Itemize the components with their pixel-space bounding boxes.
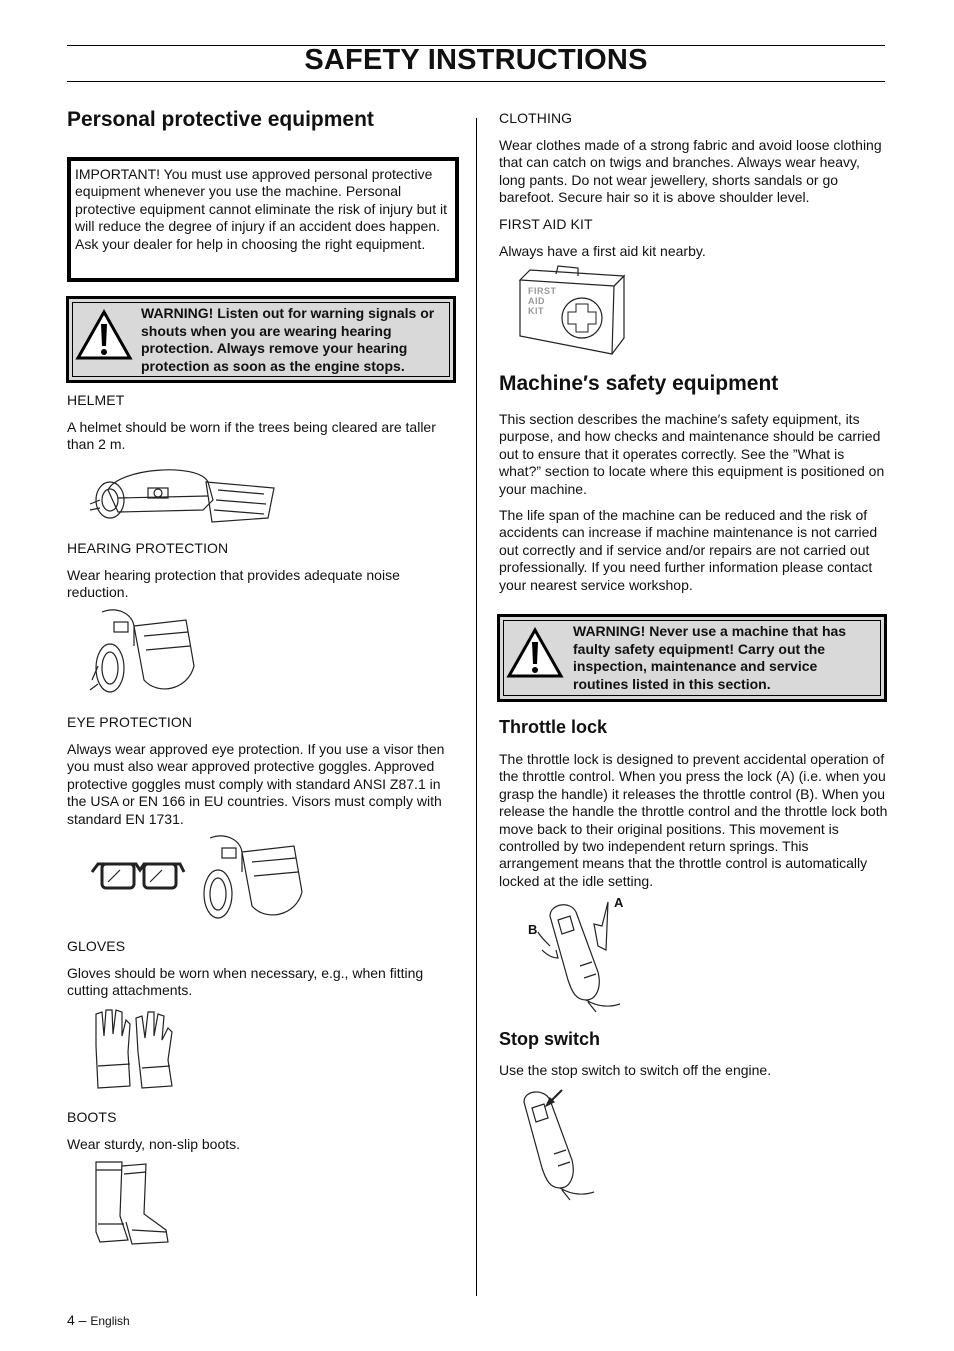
section-heading-throttle-lock: Throttle lock (499, 717, 608, 737)
label-first-aid: FIRST AID KIT (499, 216, 593, 232)
warning-text-hearing: WARNING! Listen out for warning signals or shouts when you are wearing hearing protection. Always remove your hearing protection as soon as the engine stops. (141, 305, 435, 374)
label-clothing: CLOTHING (499, 110, 573, 126)
text-boots: Wear sturdy, non-slip boots. (67, 1136, 241, 1152)
text-gloves: Gloves should be worn when necessary, e.g., when fitting cutting attachments. (67, 965, 424, 999)
section-heading-stop-switch: Stop switch (499, 1029, 601, 1049)
helmet-icon (88, 460, 280, 526)
text-machine-intro: This section describes the machine′s safety equipment, its purpose, and how checks and maintenance should be carried out to ensure that it operates correctly. See the ”What is what?” section to locate where this equipment is positioned on your machine. (499, 411, 885, 497)
page-footer (67, 1312, 130, 1328)
label-gloves: GLOVES (67, 938, 126, 954)
text-first-aid: Always have a first aid kit nearby. (499, 243, 706, 259)
text-throttle-lock: The throttle lock is designed to prevent accidental operation of the throttle control. When you press the lock (A) (i.e. when you grasp the handle) it releases the throttle control (B). When you release the handle the throttle control and the throttle lock both move back to their original positions. This movement is controlled by two independent return springs. This arrangement means that the throttle control is automatically locked at the idle setting. (499, 751, 888, 889)
text-clothing: Wear clothes made of a strong fabric and avoid loose clothing that can catch on twigs and branches. Always wear heavy, long pants. Do not wear jewellery, shorts sandals or go barefoot. Secure hair so it is above shoulder level. (499, 137, 882, 206)
footer-language: English (90, 1314, 130, 1328)
label-boots: BOOTS (67, 1109, 117, 1125)
warning-triangle-icon (75, 309, 133, 361)
section-heading-ppe: Personal protective equipment (67, 108, 374, 131)
text-machine-maintenance: The life span of the machine can be reduced and the risk of accidents can increase if machine maintenance is not carried out correctly and if service and/or repairs are not carried out professionally. If you need further information please contact your nearest service workshop. (499, 507, 878, 593)
label-eye: EYE PROTECTION (67, 714, 193, 730)
throttle-handle-icon (536, 896, 636, 1014)
label-hearing: HEARING PROTECTION (67, 540, 229, 556)
header-bottom-rule (67, 81, 885, 82)
warning-text-faulty-equipment: WARNING! Never use a machine that has faulty safety equipment! Carry out the inspection, maintenance and service routines listed in this section. (573, 623, 847, 692)
column-divider (476, 118, 477, 1296)
important-notice (67, 157, 459, 282)
text-stop-switch: Use the stop switch to switch off the engine. (499, 1062, 772, 1078)
warning-box-faulty-equipment (497, 614, 887, 702)
warning-triangle-icon (506, 627, 564, 679)
important-notice-text: IMPORTANT! You must use approved personal protective equipment whenever you use the machine. Personal protective equipment cannot eliminate the risk of injury but it will reduce the degree of injury if an accident does happen. Ask your dealer for help in choosing the right equipment. (75, 166, 447, 252)
hearing-protection-icon (88, 606, 198, 696)
callout-a: A (614, 895, 624, 910)
visor-icon (196, 832, 306, 922)
boots-icon (92, 1160, 172, 1248)
text-eye: Always wear approved eye protection. If you use a visor then you must also wear approved protective goggles. Approved protective goggles must comply with standard ANSI Z87.1 in the USA or EN 166 in EU countries. Visors must comply with standard EN 1731. (67, 741, 445, 827)
page-title: SAFETY INSTRUCTIONS (304, 44, 648, 76)
text-hearing: Wear hearing protection that provides adequate noise reduction. (67, 567, 400, 601)
stop-switch-handle-icon (516, 1086, 616, 1204)
gloves-icon (88, 1006, 176, 1090)
section-heading-machine: Machine′s safety equipment (499, 372, 779, 395)
page-number: 4 – (67, 1312, 87, 1328)
callout-b: B (528, 922, 538, 937)
warning-box-hearing (66, 296, 456, 383)
label-helmet: HELMET (67, 392, 125, 408)
goggles-icon (90, 858, 186, 894)
first-aid-kit-lettering: FIRST AID KIT (528, 286, 557, 316)
text-helmet: A helmet should be worn if the trees being cleared are taller than 2 m. (67, 419, 436, 453)
